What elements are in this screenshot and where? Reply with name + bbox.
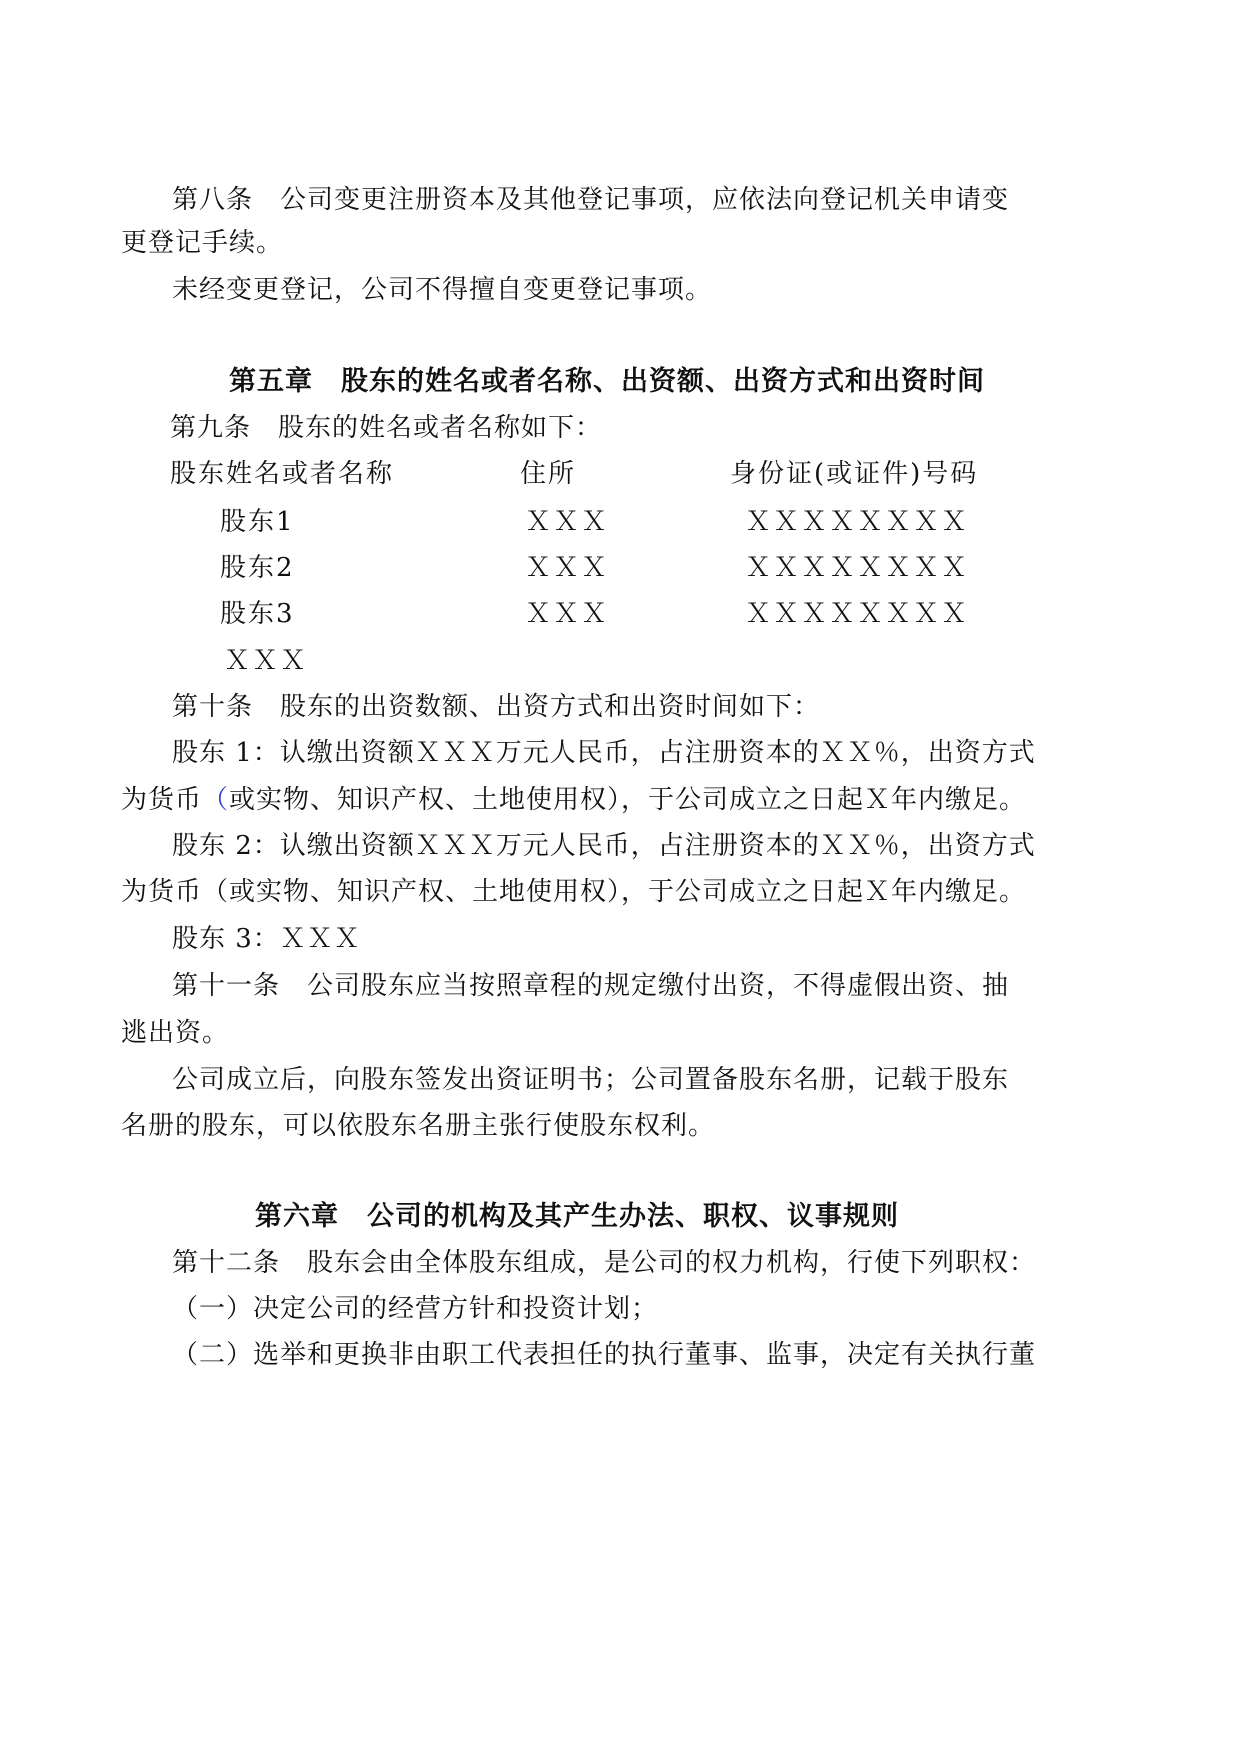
- row-id: ＸＸＸＸＸＸＸＸ: [745, 553, 970, 583]
- paren-mark: （: [202, 785, 230, 815]
- article11-line2: 逃出资。: [121, 1018, 230, 1048]
- chapter6-title: 第六章 公司的机构及其产生办法、职权、议事规则: [255, 1201, 899, 1232]
- article12-item1: （一）决定公司的经营方针和投资计划；: [172, 1294, 659, 1324]
- row-id: ＸＸＸＸＸＸＸＸ: [745, 507, 970, 537]
- article12-intro: 第十二条 股东会由全体股东组成，是公司的权力机构，行使下列职权：: [172, 1248, 1037, 1278]
- shareholder2-line2: 为货币（或实物、知识产权、土地使用权），于公司成立之日起Ｘ年内缴足。: [121, 877, 1027, 907]
- row-address: ＸＸＸ: [525, 553, 610, 583]
- table-header-address: 住所: [520, 459, 577, 489]
- table-header-name: 股东姓名或者名称: [170, 459, 395, 489]
- article8-line3: 未经变更登记，公司不得擅自变更登记事项。: [172, 275, 713, 305]
- row-address: ＸＸＸ: [525, 507, 610, 537]
- article12-item2: （二）选举和更换非由职工代表担任的执行董事、监事，决定有关执行董: [172, 1340, 1037, 1370]
- article11-line4: 名册的股东，可以依股东名册主张行使股东权利。: [121, 1111, 716, 1141]
- article8-line1: 第八条 公司变更注册资本及其他登记事项，应依法向登记机关申请变: [172, 185, 1010, 215]
- shareholder1-line2-b: 或实物、知识产权、土地使用权），于公司成立之日起Ｘ年内缴足。: [229, 785, 1027, 815]
- shareholder1-line1: 股东 1：认缴出资额ＸＸＸ万元人民币，占注册资本的ＸＸ％，出资方式: [172, 738, 1036, 768]
- article8-line2: 更登记手续。: [121, 228, 284, 258]
- row-address: ＸＸＸ: [525, 599, 610, 629]
- table-trailing: ＸＸＸ: [224, 646, 309, 676]
- shareholder3-line: 股东 3：ＸＸＸ: [172, 924, 361, 954]
- shareholder1-line2: [121, 783, 1026, 817]
- row-id: ＸＸＸＸＸＸＸＸ: [745, 599, 970, 629]
- article11-line1: 第十一条 公司股东应当按照章程的规定缴付出资，不得虚假出资、抽: [172, 971, 1010, 1001]
- shareholder2-line1: 股东 2：认缴出资额ＸＸＸ万元人民币，占注册资本的ＸＸ％，出资方式: [172, 831, 1036, 861]
- table-header-id: 身份证(或证件)号码: [730, 459, 979, 489]
- row-name: 股东1: [220, 507, 295, 537]
- article11-line3: 公司成立后，向股东签发出资证明书；公司置备股东名册，记载于股东: [172, 1065, 1010, 1095]
- chapter5-title: 第五章 股东的姓名或者名称、出资额、出资方式和出资时间: [229, 366, 985, 397]
- row-name: 股东3: [220, 599, 295, 629]
- article10-intro: 第十条 股东的出资数额、出资方式和出资时间如下：: [172, 692, 821, 722]
- article9-text: 第九条 股东的姓名或者名称如下：: [170, 413, 603, 443]
- row-name: 股东2: [220, 553, 295, 583]
- shareholder1-line2-a: 为货币: [121, 785, 203, 815]
